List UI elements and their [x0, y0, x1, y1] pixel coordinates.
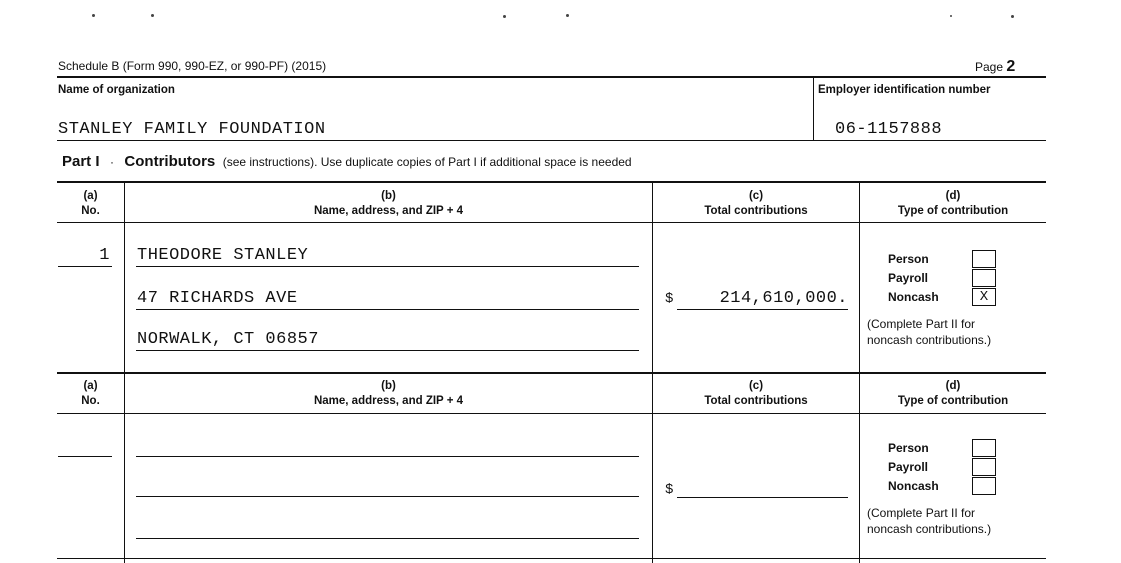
col-b-header — [125, 379, 652, 409]
header-bottom-rule — [57, 413, 1046, 414]
col-a-header — [57, 379, 124, 409]
type-person-label: Person — [888, 252, 929, 266]
col-c-label: Total contributions — [704, 205, 808, 217]
schedule-label: Schedule B (Form 990, 990-EZ, or 990-PF) (2015) — [58, 59, 327, 73]
row-number: 1 — [99, 246, 110, 265]
ein-value: 06-1157888 — [835, 120, 943, 139]
col-b-letter: (b) — [381, 190, 396, 202]
contributor-city: NORWALK, CT 06857 — [137, 330, 319, 349]
col-c-header — [653, 189, 859, 219]
col-c-letter: (c) — [748, 190, 764, 202]
col-d-label: Type of contribution — [897, 205, 1009, 217]
table-bottom-rule — [57, 558, 1046, 559]
noncash-note — [867, 316, 991, 348]
noncash-note-line2: noncash contributions.) — [867, 333, 992, 347]
noncash-note-line1: (Complete Part II for — [867, 317, 976, 331]
ein-divider — [813, 78, 814, 140]
col-d-letter: (d) — [945, 380, 961, 392]
part-bullet: · — [109, 155, 114, 169]
part-title: Contributors — [124, 153, 216, 170]
noncash-note-line1: (Complete Part II for — [867, 506, 976, 520]
scan-speck — [92, 14, 95, 17]
col-d-header — [860, 189, 1046, 219]
noncash-note-line2: noncash contributions.) — [867, 522, 992, 536]
col-d-letter: (d) — [945, 190, 961, 202]
part-instructions: (see instructions). Use duplicate copies of Part I if additional space is needed — [222, 155, 632, 169]
scan-speck — [503, 15, 506, 18]
dollar-sign: $ — [665, 482, 674, 498]
city-underline — [136, 350, 639, 351]
col-a-label: No. — [81, 395, 100, 407]
col-b-label: Name, address, and ZIP + 4 — [313, 205, 464, 217]
type-noncash-label: Noncash — [888, 479, 939, 493]
scan-speck — [950, 15, 952, 17]
contribution-amount: 214,610,000. — [719, 289, 848, 308]
col-a-header — [57, 189, 124, 219]
org-name: STANLEY FAMILY FOUNDATION — [58, 120, 326, 139]
row-number-underline — [58, 266, 112, 267]
page-word: Page — [975, 60, 1004, 74]
row-divider-rule — [57, 372, 1046, 374]
table-top-rule — [57, 181, 1046, 183]
noncash-checkbox[interactable] — [972, 477, 996, 495]
header-rule — [57, 76, 1046, 78]
org-rule — [57, 140, 1046, 141]
scan-speck — [1011, 15, 1014, 18]
dollar-sign: $ — [665, 291, 674, 307]
person-checkbox[interactable] — [972, 439, 996, 457]
contributor-address: 47 RICHARDS AVE — [137, 289, 298, 308]
col-b-label: Name, address, and ZIP + 4 — [313, 395, 464, 407]
name-underline — [136, 266, 639, 267]
col-b-header — [125, 189, 652, 219]
payroll-checkbox[interactable] — [972, 458, 996, 476]
col-a-letter: (a) — [83, 190, 98, 202]
name-underline — [136, 456, 639, 457]
noncash-note — [867, 505, 991, 537]
type-payroll-label: Payroll — [888, 271, 929, 285]
col-c-label: Total contributions — [704, 395, 808, 407]
city-underline — [136, 538, 639, 539]
address-underline — [136, 309, 639, 310]
noncash-checkbox[interactable]: X — [972, 288, 996, 306]
header-bottom-rule — [57, 222, 1046, 223]
amount-underline — [677, 309, 848, 310]
part-heading — [62, 153, 632, 171]
col-b-letter: (b) — [381, 380, 396, 392]
contributor-name: THEODORE STANLEY — [137, 246, 309, 265]
address-underline — [136, 496, 639, 497]
page-number: 2 — [1006, 58, 1016, 75]
payroll-checkbox[interactable] — [972, 269, 996, 287]
col-a-label: No. — [81, 205, 100, 217]
part-label: Part I — [62, 153, 100, 170]
col-d-label: Type of contribution — [897, 395, 1009, 407]
amount-underline — [677, 497, 848, 498]
page-indicator — [975, 58, 1015, 76]
person-checkbox[interactable] — [972, 250, 996, 268]
col-d-header — [860, 379, 1046, 409]
type-noncash-label: Noncash — [888, 290, 939, 304]
org-name-label: Name of organization — [58, 84, 175, 96]
col-c-header — [653, 379, 859, 409]
scan-speck — [151, 14, 154, 17]
row-number-underline — [58, 456, 112, 457]
ein-label: Employer identification number — [818, 84, 991, 96]
col-c-letter: (c) — [748, 380, 764, 392]
type-person-label: Person — [888, 441, 929, 455]
scan-speck — [566, 14, 569, 17]
col-a-letter: (a) — [83, 380, 98, 392]
type-payroll-label: Payroll — [888, 460, 929, 474]
